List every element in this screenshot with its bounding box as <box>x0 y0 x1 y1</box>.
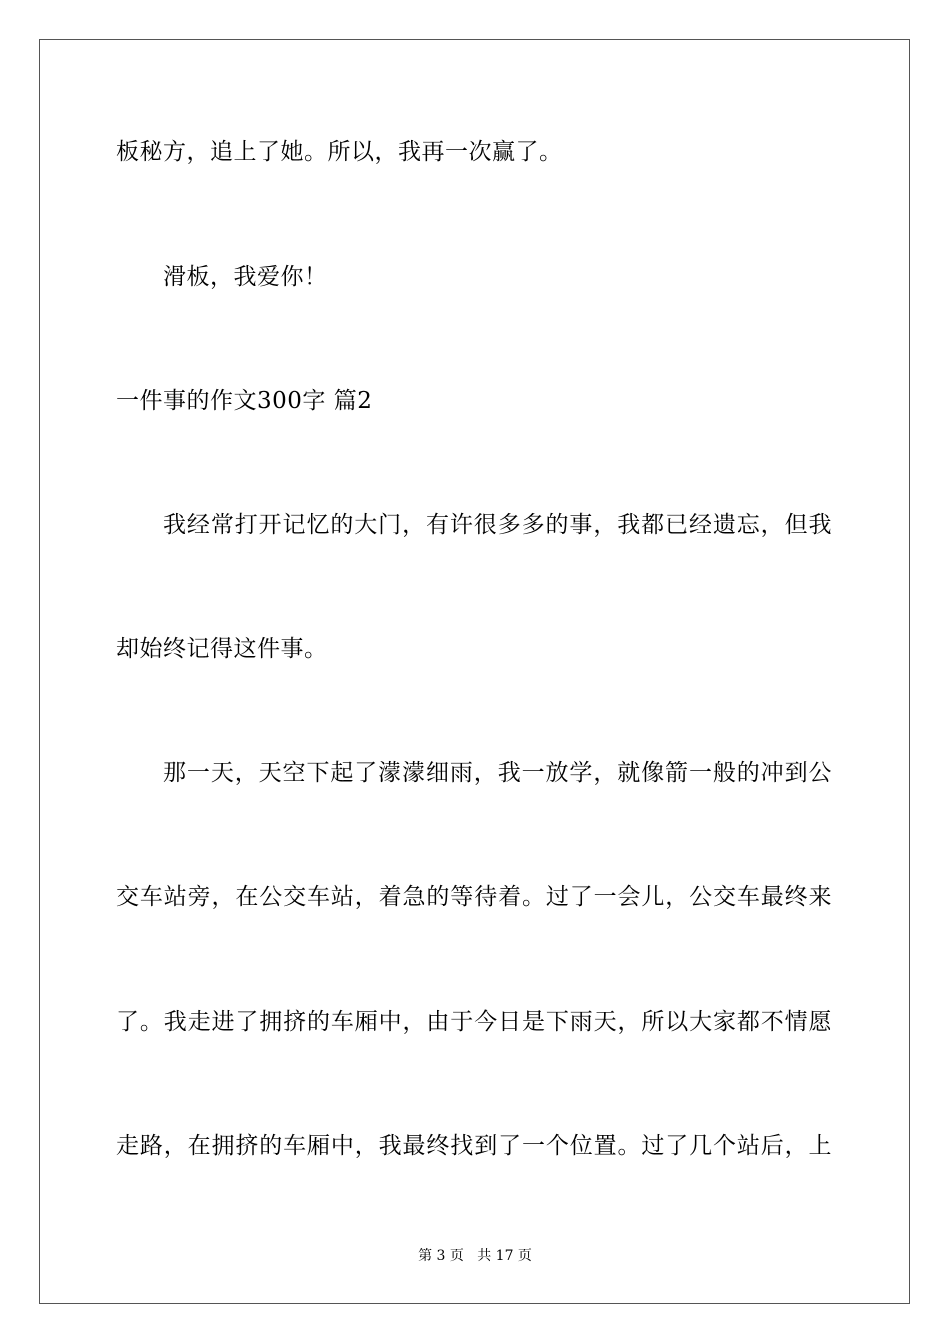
page-border <box>39 39 910 1304</box>
body-line-4: 我经常打开记忆的大门，有许很多多的事，我都已经遗忘，但我 <box>163 512 832 538</box>
body-line-9: 走路，在拥挤的车厢中，我最终找到了一个位置。过了几个站后，上 <box>116 1133 832 1159</box>
body-line-6: 那一天，天空下起了濛濛细雨，我一放学，就像箭一般的冲到公 <box>163 760 832 786</box>
body-line-8: 了。我走进了拥挤的车厢中，由于今日是下雨天，所以大家都不情愿 <box>116 1009 832 1035</box>
section-heading: 一件事的作文300字 篇2 <box>116 388 373 414</box>
body-line-5: 却始终记得这件事。 <box>116 636 328 662</box>
body-line-7: 交车站旁，在公交车站，着急的等待着。过了一会儿，公交车最终来 <box>116 884 832 910</box>
body-line-1: 板秘方，追上了她。所以，我再一次赢了。 <box>116 139 563 165</box>
page-number-footer: 第 3 页 共 17 页 <box>418 1248 532 1264</box>
body-line-2: 滑板，我爱你！ <box>163 264 328 290</box>
